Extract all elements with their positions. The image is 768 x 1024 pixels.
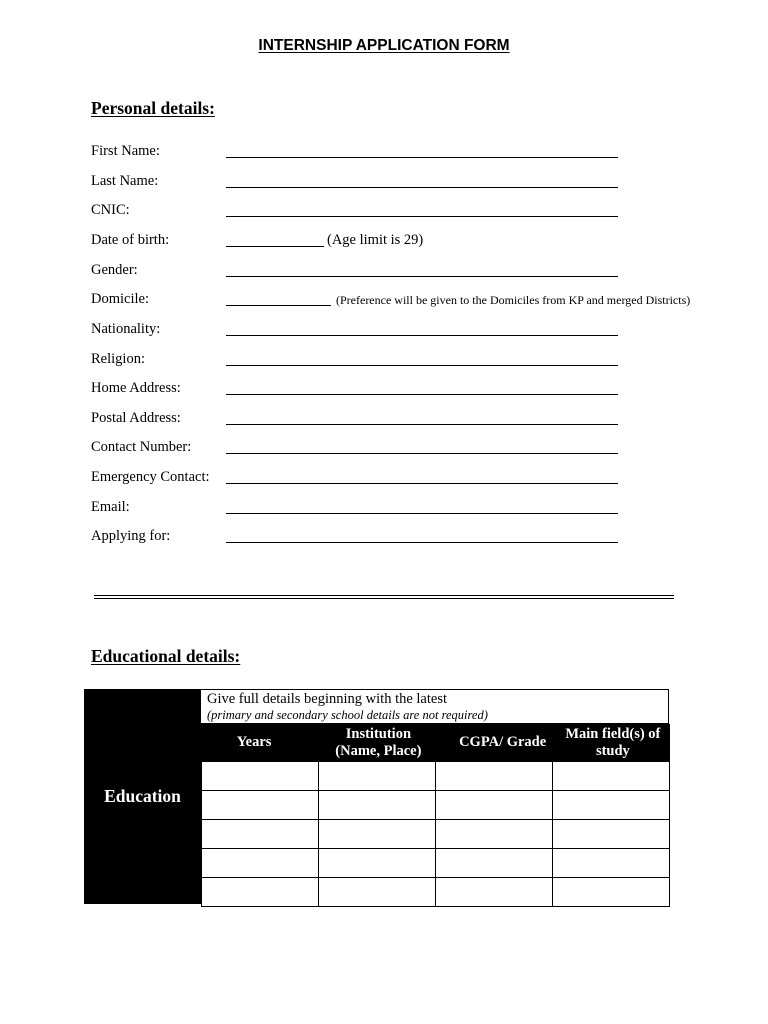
column-header-cgpa: CGPA/ Grade <box>459 734 547 750</box>
field-contact-number <box>91 439 731 461</box>
education-instructions <box>201 689 669 724</box>
table-cell[interactable] <box>436 820 553 849</box>
field-label: Religion: <box>91 351 145 367</box>
table-cell[interactable] <box>202 762 319 791</box>
table-cell[interactable] <box>553 849 670 878</box>
religion-line[interactable] <box>226 365 618 366</box>
field-label: Emergency Contact: <box>91 469 210 485</box>
field-domicile <box>91 291 731 313</box>
table-row <box>202 849 670 878</box>
field-email <box>91 499 731 521</box>
table-cell[interactable] <box>319 791 436 820</box>
table-cell[interactable] <box>202 820 319 849</box>
form-title: INTERNSHIP APPLICATION FORM <box>258 37 510 54</box>
cnic-line[interactable] <box>226 216 618 217</box>
email-line[interactable] <box>226 513 618 514</box>
home-address-line[interactable] <box>226 394 618 395</box>
column-header-years: Years <box>236 734 272 750</box>
nationality-line[interactable] <box>226 335 618 336</box>
section-divider-top <box>94 595 674 596</box>
field-nationality <box>91 321 731 343</box>
education-table <box>84 689 670 904</box>
instruction-text: Give full details beginning with the latest <box>207 691 448 707</box>
field-label: Date of birth: <box>91 232 170 248</box>
field-emergency-contact <box>91 469 731 491</box>
field-label: Gender: <box>91 262 138 278</box>
field-gender <box>91 262 731 284</box>
field-label: Applying for: <box>91 528 171 544</box>
column-header-main-field: Main field(s) of study <box>565 725 661 759</box>
table-cell[interactable] <box>553 820 670 849</box>
table-cell[interactable] <box>553 762 670 791</box>
education-side-label: Education <box>84 689 201 904</box>
contact-number-line[interactable] <box>226 453 618 454</box>
table-cell[interactable] <box>436 762 553 791</box>
field-label: Nationality: <box>91 321 161 337</box>
education-entry-grid <box>201 761 670 907</box>
table-row <box>202 878 670 907</box>
table-cell[interactable] <box>319 878 436 907</box>
table-cell[interactable] <box>553 791 670 820</box>
field-applying-for <box>91 528 731 550</box>
field-first-name <box>91 143 731 165</box>
field-label: First Name: <box>91 143 160 159</box>
table-cell[interactable] <box>319 762 436 791</box>
field-label: CNIC: <box>91 202 130 218</box>
table-bottom-edge <box>84 903 201 904</box>
field-label: Email: <box>91 499 130 515</box>
education-header-row <box>201 724 670 761</box>
last-name-line[interactable] <box>226 187 618 188</box>
date-of-birth-line[interactable] <box>226 246 324 247</box>
gender-line[interactable] <box>226 276 618 277</box>
field-home-address <box>91 380 731 402</box>
first-name-line[interactable] <box>226 157 618 158</box>
column-header-institution: Institution (Name, Place) <box>335 725 422 759</box>
table-cell[interactable] <box>202 791 319 820</box>
domicile-line[interactable] <box>226 305 331 306</box>
section-divider-bottom <box>94 598 674 599</box>
field-last-name <box>91 173 731 195</box>
instruction-note: (primary and secondary school details are not required) <box>207 708 488 722</box>
table-cell[interactable] <box>319 820 436 849</box>
table-row <box>202 820 670 849</box>
table-row <box>202 791 670 820</box>
table-cell[interactable] <box>436 878 553 907</box>
domicile-preference-note: (Preference will be given to the Domiciles from KP and merged Districts) <box>336 293 691 307</box>
table-cell[interactable] <box>553 878 670 907</box>
field-label: Home Address: <box>91 380 181 396</box>
field-postal-address <box>91 410 731 432</box>
table-cell[interactable] <box>319 849 436 878</box>
table-cell[interactable] <box>436 849 553 878</box>
field-religion <box>91 351 731 373</box>
field-label: Last Name: <box>91 173 159 189</box>
field-label: Contact Number: <box>91 439 192 455</box>
field-label: Postal Address: <box>91 410 181 426</box>
table-cell[interactable] <box>202 849 319 878</box>
field-cnic <box>91 202 731 224</box>
table-cell[interactable] <box>202 878 319 907</box>
personal-details-heading: Personal details: <box>91 98 215 118</box>
age-limit-note: (Age limit is 29) <box>327 232 424 248</box>
field-label: Domicile: <box>91 291 149 307</box>
applying-for-line[interactable] <box>226 542 618 543</box>
table-row <box>202 762 670 791</box>
educational-details-heading: Educational details: <box>91 646 241 666</box>
field-date-of-birth <box>91 232 731 254</box>
emergency-contact-line[interactable] <box>226 483 618 484</box>
postal-address-line[interactable] <box>226 424 618 425</box>
table-cell[interactable] <box>436 791 553 820</box>
